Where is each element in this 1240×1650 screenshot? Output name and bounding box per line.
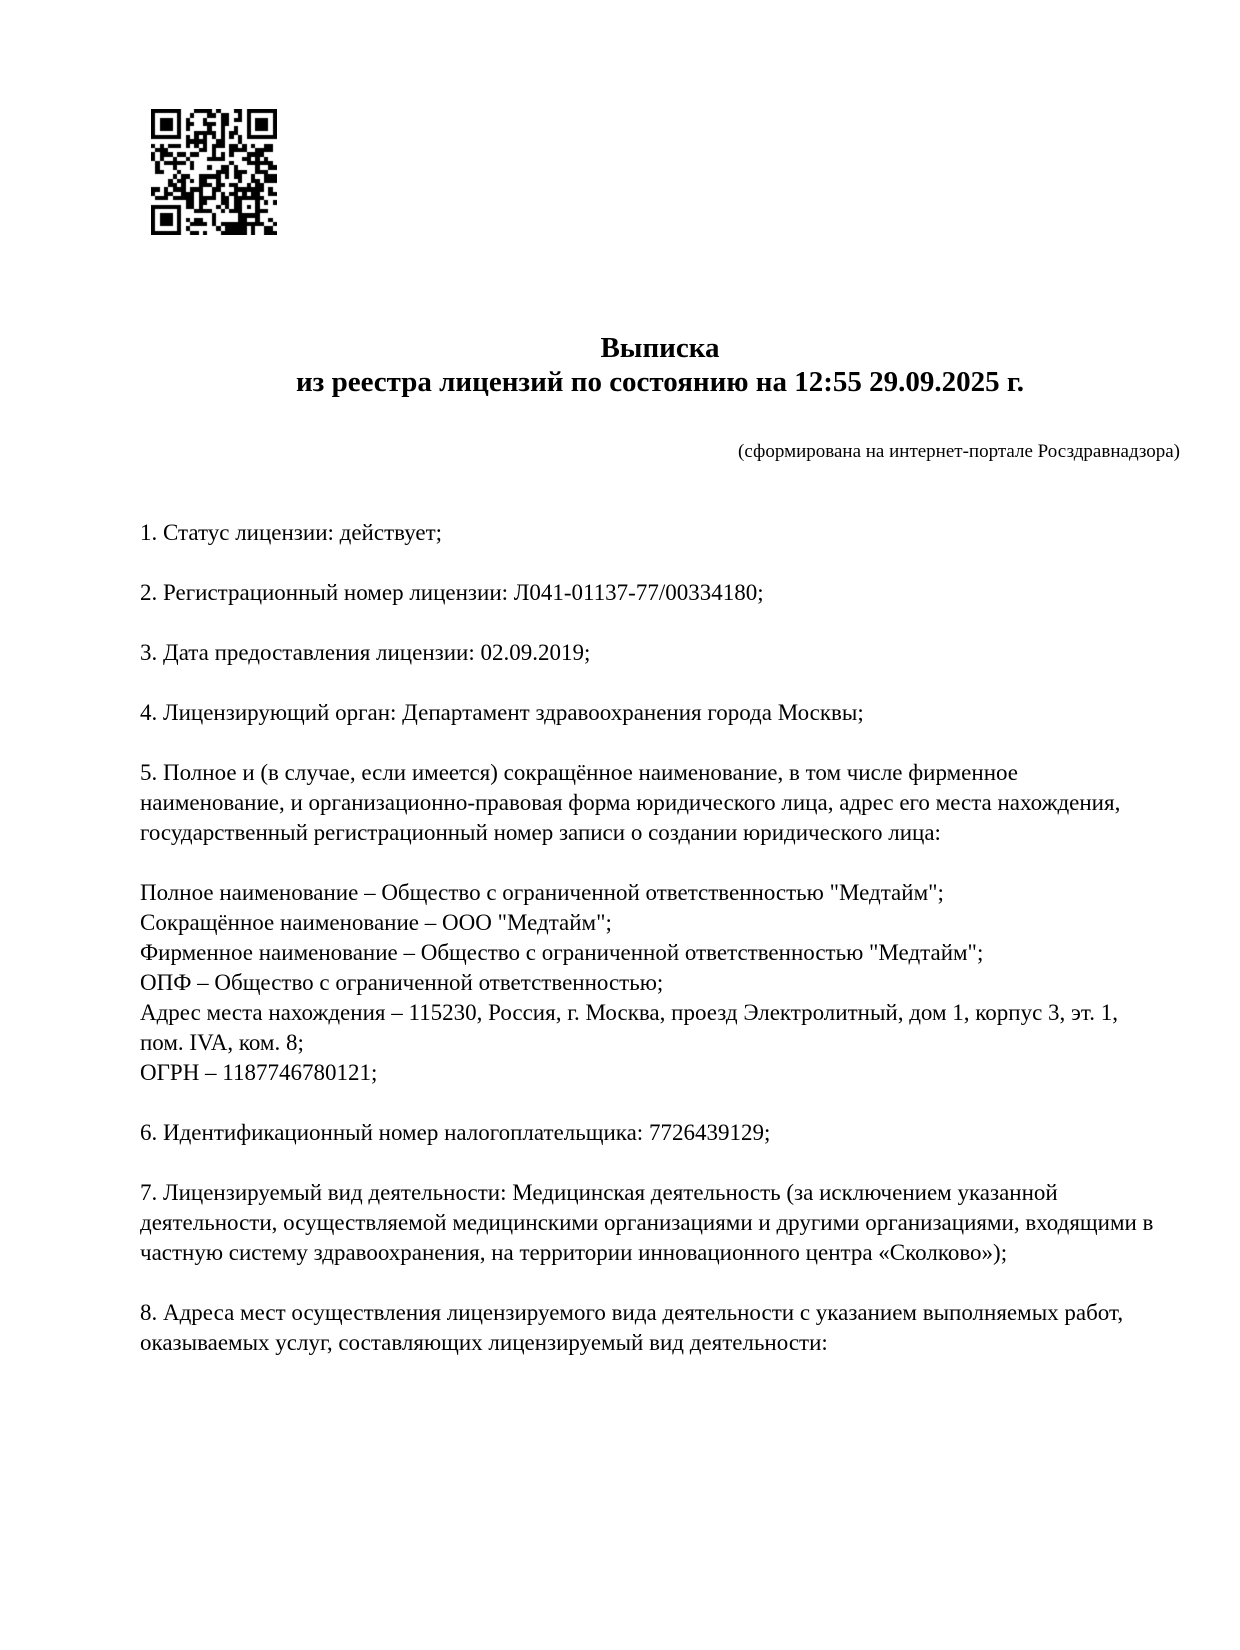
document-content <box>140 0 1180 1358</box>
paragraph-registration-number: 2. Регистрационный номер лицензии: Л041-01137-77/00334180; <box>140 580 764 605</box>
paragraph-licensed-activity: 7. Лицензируемый вид деятельности: Медицинская деятельность (за исключением указанной деятельности, осуществляемой медицинскими организациями и другими организациями, входящими в частную систему здравоохранения, на территории инновационного центра «Сколково»); <box>140 1180 1154 1265</box>
org-brand-name: Фирменное наименование – Общество с ограниченной ответственностью "Медтайм"; <box>140 940 984 965</box>
org-ogrn: ОГРН – 1187746780121; <box>140 1060 378 1085</box>
paragraph-license-status: 1. Статус лицензии: действует; <box>140 520 443 545</box>
document-title <box>140 331 1180 399</box>
document-subtitle: (сформирована на интернет-портале Росздравнадзора) <box>738 441 1180 462</box>
paragraph-licensing-authority: 4. Лицензирующий орган: Департамент здравоохранения города Москвы; <box>140 700 864 725</box>
org-details-block <box>140 878 1155 1088</box>
document-title-line2: из реестра лицензий по состоянию на 12:55 29.09.2025 г. <box>295 366 1025 398</box>
document-title-line1: Выписка <box>600 332 720 364</box>
document-body <box>140 518 1155 1358</box>
org-short-name: Сокращённое наименование – ООО "Медтайм"; <box>140 910 612 935</box>
org-full-name: Полное наименование – Общество с ограниченной ответственностью "Медтайм"; <box>140 880 944 905</box>
org-legal-form: ОПФ – Общество с ограниченной ответственностью; <box>140 970 664 995</box>
paragraph-name-and-legal-form: 5. Полное и (в случае, если имеется) сокращённое наименование, в том числе фирменное наименование, и организационно-правовая форма юридического лица, адрес его места нахождения, государственный регистрационный номер записи о создании юридического лица: <box>140 760 1121 845</box>
paragraph-taxpayer-number: 6. Идентификационный номер налогоплательщика: 7726439129; <box>140 1120 771 1145</box>
paragraph-license-date: 3. Дата предоставления лицензии: 02.09.2019; <box>140 640 591 665</box>
org-address: Адрес места нахождения – 115230, Россия, г. Москва, проезд Электролитный, дом 1, корпус 3, эт. 1, пом. IVA, ком. 8; <box>140 1000 1118 1055</box>
paragraph-activity-addresses: 8. Адреса мест осуществления лицензируемого вида деятельности с указанием выполняемых работ, оказываемых услуг, составляющих лицензируемый вид деятельности: <box>140 1300 1124 1355</box>
